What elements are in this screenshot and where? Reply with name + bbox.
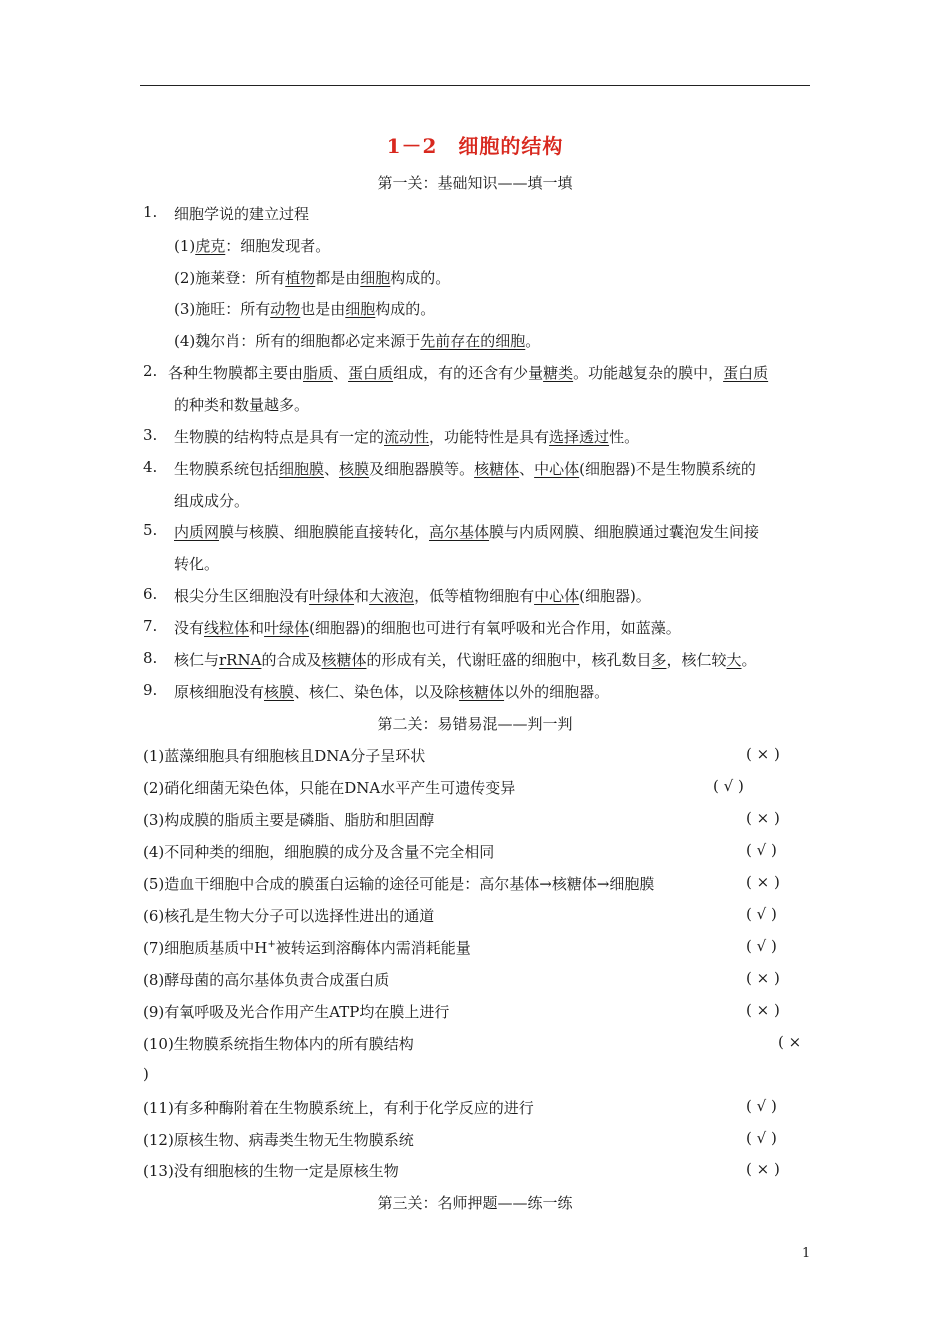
judge-answer-9: ( × ) xyxy=(746,1001,780,1019)
judge-item-13: (13)没有细胞核的生物一定是原核生物 xyxy=(143,1162,399,1180)
q2-line-1: 各种生物膜都主要由脂质、蛋白质组成，有的还含有少量糖类。功能越复杂的膜中，蛋白质 xyxy=(168,364,769,382)
q4-line-2: 组成成分。 xyxy=(174,492,250,510)
page-number: 1 xyxy=(802,1246,811,1261)
judge-item-10: (10)生物膜系统指生物体内的所有膜结构 xyxy=(143,1035,414,1053)
judge-item-2: (2)硝化细菌无染色体，只能在DNA水平产生可遗传变异 xyxy=(143,779,516,797)
section-heading-1: 第一关：基础知识——填一填 xyxy=(377,174,573,192)
q6-text: 根尖分生区细胞没有叶绿体和大液泡，低等植物细胞有中心体(细胞器)。 xyxy=(174,587,651,605)
judge-answer-10-open: ( × xyxy=(778,1033,802,1051)
q3-text: 生物膜的结构特点是具有一定的流动性，功能特性是具有选择透过性。 xyxy=(174,428,640,446)
judge-item-1: (1)蓝藻细胞具有细胞核且DNA分子呈环状 xyxy=(143,747,426,765)
judge-answer-5: ( × ) xyxy=(746,873,780,891)
judge-answer-11: ( √ ) xyxy=(746,1097,777,1115)
judge-answer-3: ( × ) xyxy=(746,809,780,827)
q7-text: 没有线粒体和叶绿体(细胞器)的细胞也可进行有氧呼吸和光合作用，如蓝藻。 xyxy=(174,619,681,637)
judge-item-4: (4)不同种类的细胞，细胞膜的成分及含量不完全相同 xyxy=(143,843,495,861)
judge-answer-12: ( √ ) xyxy=(746,1129,777,1147)
q1-item-2: (2)施莱登：所有植物都是由细胞构成的。 xyxy=(174,269,451,287)
judge-item-7: (7)细胞质基质中H+被转运到溶酶体内需消耗能量 xyxy=(143,939,471,957)
judge-answer-1: ( × ) xyxy=(746,745,780,763)
page-title: 1－2 细胞的结构 xyxy=(386,134,564,158)
judge-answer-10-close: ) xyxy=(143,1065,149,1083)
q8-number: 8. xyxy=(143,649,158,667)
q9-number: 9. xyxy=(143,681,158,699)
q4-number: 4. xyxy=(143,458,158,476)
q6-number: 6. xyxy=(143,585,158,603)
judge-answer-6: ( √ ) xyxy=(746,905,777,923)
judge-item-11: (11)有多种酶附着在生物膜系统上，有利于化学反应的进行 xyxy=(143,1099,534,1117)
q1-heading: 细胞学说的建立过程 xyxy=(174,205,310,223)
q8-text: 核仁与rRNA的合成及核糖体的形成有关，代谢旺盛的细胞中，核孔数目多，核仁较大。 xyxy=(174,651,757,669)
q2-number: 2. xyxy=(143,362,158,380)
q5-line-2: 转化。 xyxy=(174,555,220,573)
q1-item-3: (3)施旺：所有动物也是由细胞构成的。 xyxy=(174,300,436,318)
judge-item-3: (3)构成膜的脂质主要是磷脂、脂肪和胆固醇 xyxy=(143,811,435,829)
judge-item-6: (6)核孔是生物大分子可以选择性进出的通道 xyxy=(143,907,435,925)
q1-item-4: (4)魏尔肖：所有的细胞都必定来源于先前存在的细胞。 xyxy=(174,332,541,350)
header-rule xyxy=(140,85,810,86)
judge-answer-8: ( × ) xyxy=(746,969,780,987)
section-heading-3: 第三关：名师押题——练一练 xyxy=(377,1194,573,1212)
q7-number: 7. xyxy=(143,617,158,635)
judge-answer-7: ( √ ) xyxy=(746,937,777,955)
q5-line-1: 内质网膜与核膜、细胞膜能直接转化，高尔基体膜与内质网膜、细胞膜通过囊泡发生间接 xyxy=(174,523,760,541)
judge-answer-2: ( √ ) xyxy=(713,777,744,795)
judge-answer-13: ( × ) xyxy=(746,1160,780,1178)
judge-item-5: (5)造血干细胞中合成的膜蛋白运输的途径可能是：高尔基体→核糖体→细胞膜 xyxy=(143,875,655,893)
q1-item-1: (1)虎克：细胞发现者。 xyxy=(174,237,331,255)
q3-number: 3. xyxy=(143,426,158,444)
q1-number: 1. xyxy=(143,203,158,221)
judge-item-9: (9)有氧呼吸及光合作用产生ATP均在膜上进行 xyxy=(143,1003,450,1021)
q4-line-1: 生物膜系统包括细胞膜、核膜及细胞器膜等。核糖体、中心体(细胞器)不是生物膜系统的 xyxy=(174,460,756,478)
judge-item-12: (12)原核生物、病毒类生物无生物膜系统 xyxy=(143,1131,414,1149)
judge-item-8: (8)酵母菌的高尔基体负责合成蛋白质 xyxy=(143,971,390,989)
q9-text: 原核细胞没有核膜、核仁、染色体，以及除核糖体以外的细胞器。 xyxy=(174,683,610,701)
judge-answer-4: ( √ ) xyxy=(746,841,777,859)
section-heading-2: 第二关：易错易混——判一判 xyxy=(377,715,573,733)
q2-line-2: 的种类和数量越多。 xyxy=(174,396,310,414)
q5-number: 5. xyxy=(143,521,158,539)
